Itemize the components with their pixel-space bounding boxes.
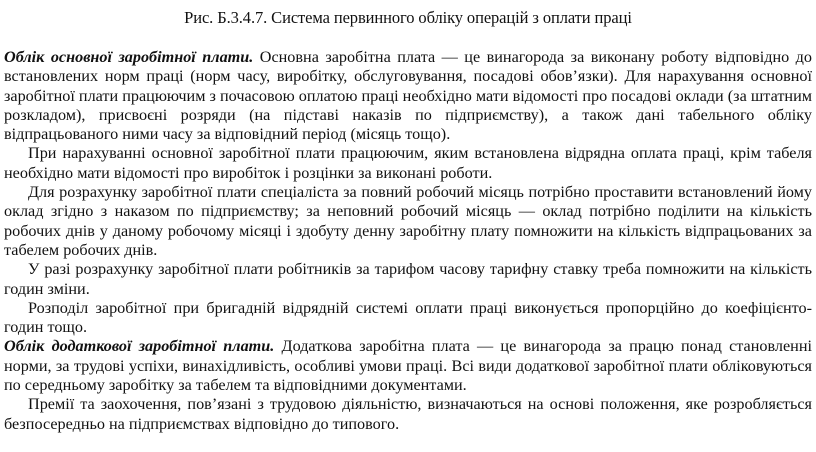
paragraph-bonuses [4,395,812,434]
paragraph-text: Додаткова заробітна плата — це винагорода за працю понад становленні норми, за трудові успіхи, винахідливість, особливі умови праці. Всі види додаткової заробітної плати обліковуються по середньому заробітку за табелем та відповідними документами. [4,337,812,395]
paragraph-text: Премії та заохочення, пов’язані з трудовою діяльністю, визначаються на основі положення, яке розробляється безпосередньо на підприємствах відповідно до типового. [4,395,812,433]
section-heading-additional-salary: Облік додаткової заробітної плати. [4,337,275,356]
paragraph-additional-salary [4,337,812,395]
paragraph-text: У разі розрахунку заробітної плати робітників за тарифом часову тарифну ставку треба помножити на кількість годин зміни. [4,260,812,298]
paragraph-text: Для розрахунку заробітної плати спеціаліста за повний робочий місяць потрібно проставити встановлений йому оклад згідно з наказом по підприємству; за неповний робочий місяць — оклад потрібно поділити на кількість робочих днів у даному робочому місяці і здобуту денну заробітну плату помножити на кількість відпрацьованих за табелем робочих днів. [4,183,812,259]
section-heading-basic-salary: Облік основної заробітної плати. [4,48,254,66]
paragraph-text: При нарахуванні основної заробітної плати працюючим, яким встановлена відрядна оплата праці, крім табеля необхідно мати відомості про виробіток і розцінки за виконані роботи. [4,144,812,182]
paragraph-text: Розподіл заробітної при бригадній відрядній системі оплати праці виконується пропорційно до коефіцієнто-годин тощо. [4,298,812,337]
paragraph-tariff-rate [4,260,812,299]
document-body [4,48,812,434]
figure-caption: Рис. Б.3.4.7. Система первинного обліку операцій з оплати праці [184,8,632,27]
paragraph-text: Основна заробітна плата — це винагорода за виконану роботу відповідно до встановлених норм праці (норм часу, виробітку, обслуговування, посадові обов’язки). Для нарахування основної заробітної плати працюючим з почасовою оплатою праці необхідно мати відомості про посадові оклади (за штатним розкладом), присвоєні розряди (на підставі наказів по підприємству), а також дані табельного обліку відпрацьованого ними часу за відповідний період (місяць тощо). [4,48,812,144]
paragraph-piecework [4,144,812,183]
paragraph-specialist-calculation [4,183,812,260]
paragraph-brigade-distribution [4,299,812,338]
paragraph-basic-salary [4,48,812,144]
